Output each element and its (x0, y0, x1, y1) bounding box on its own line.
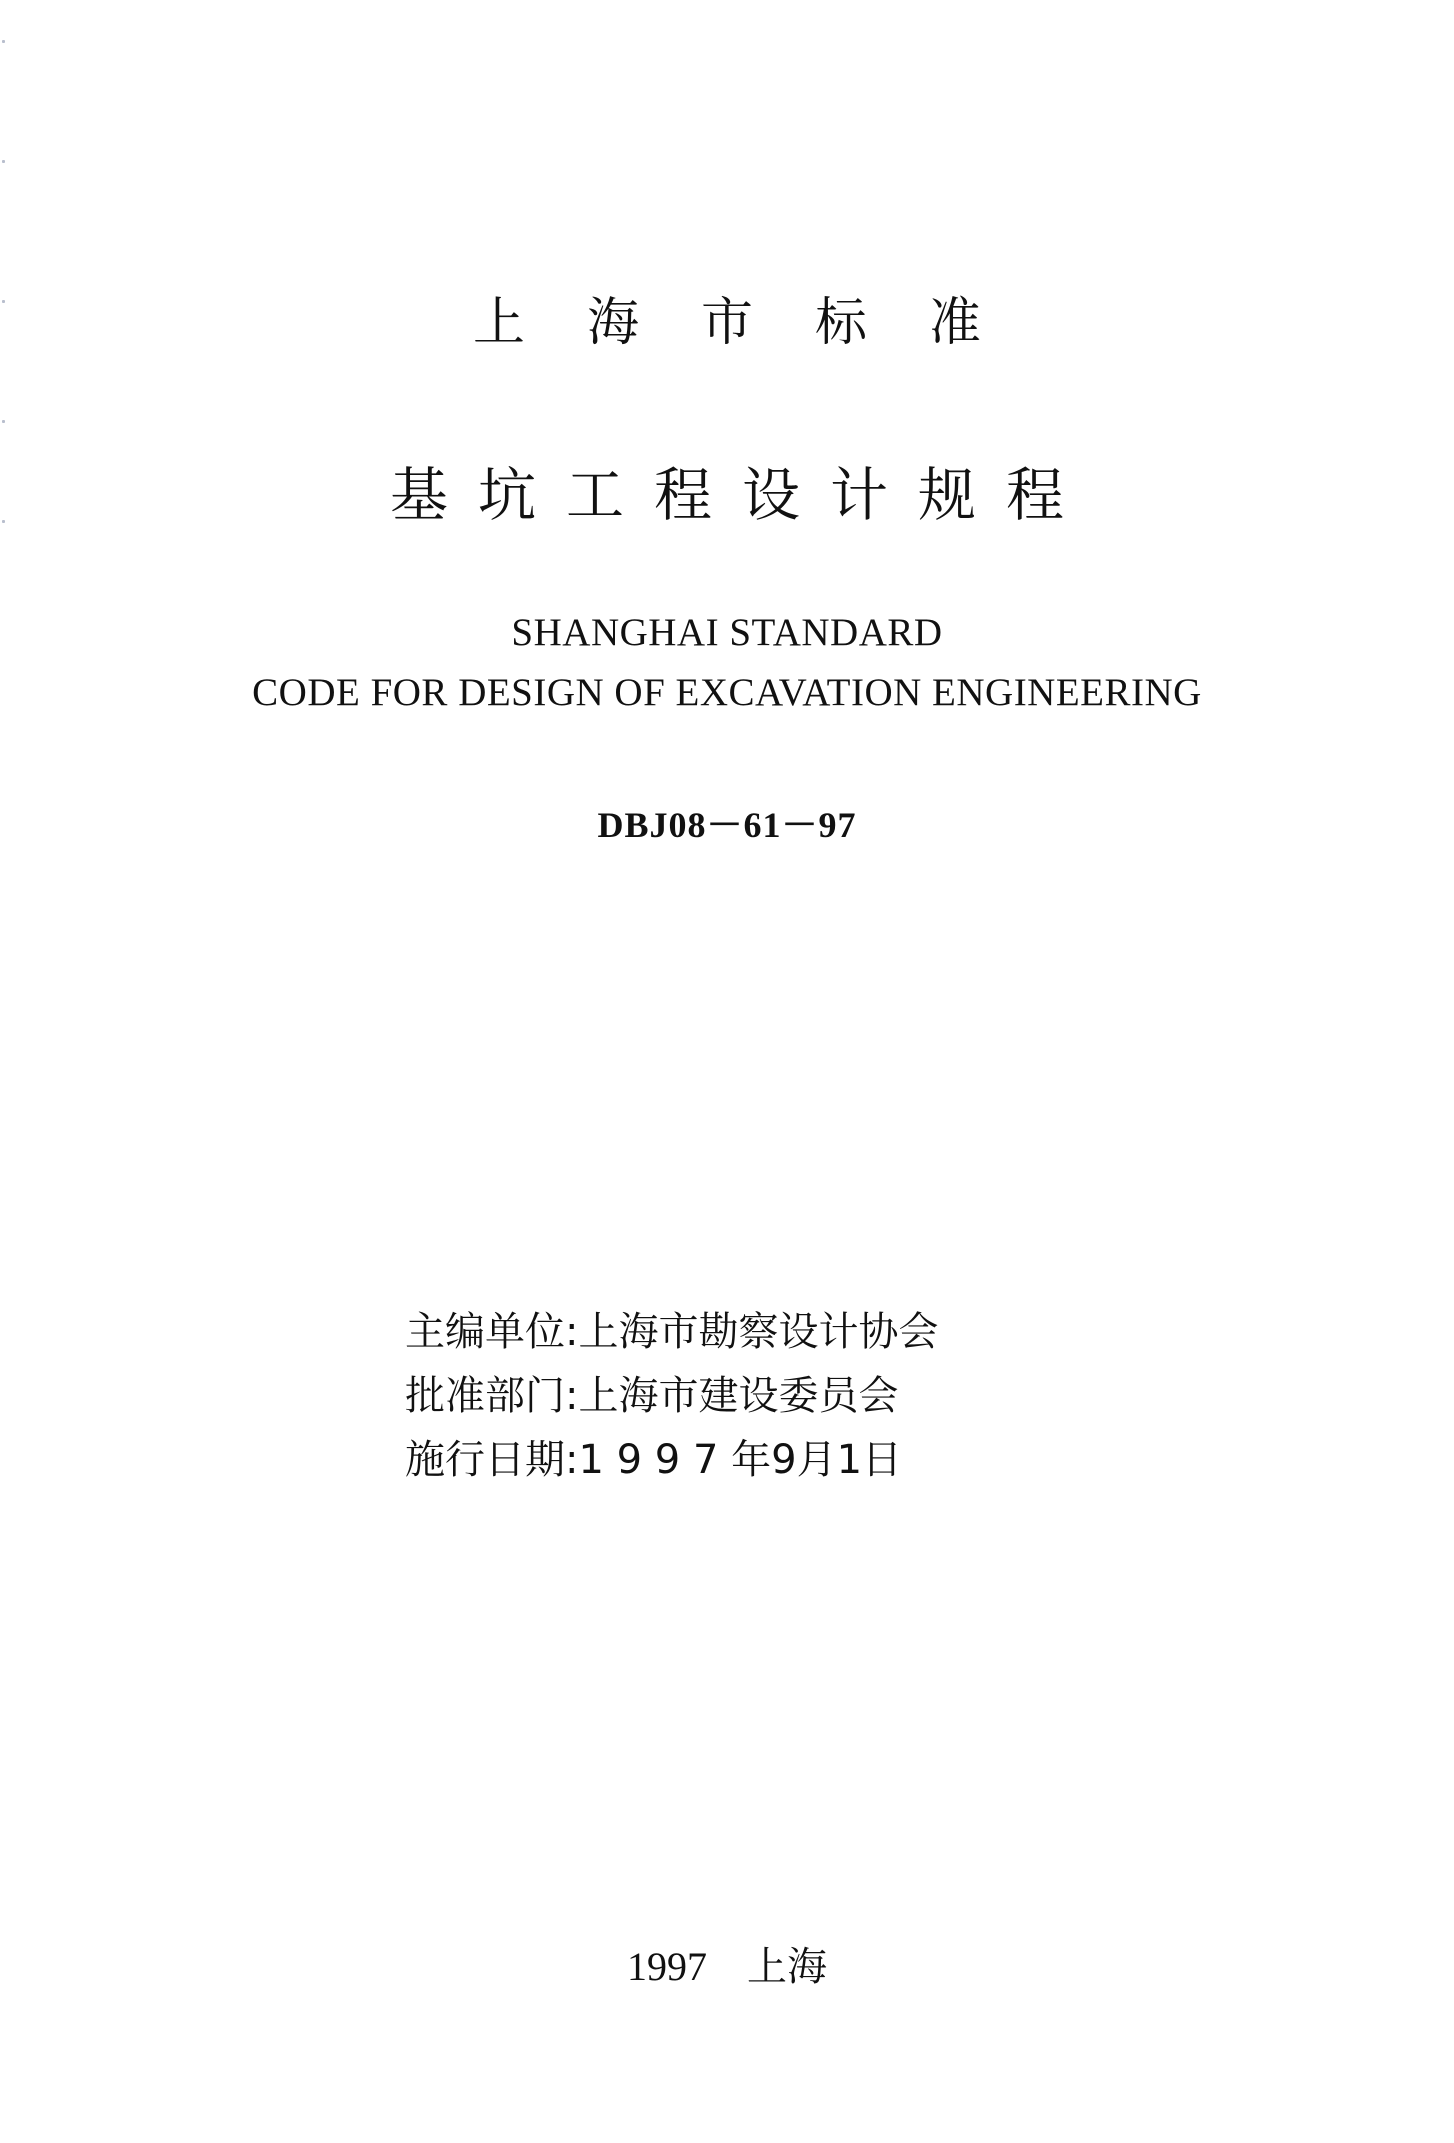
chief-editor-unit: 主编单位:上海市勘察设计协会 (405, 1309, 939, 1355)
publication-year: 1997 (627, 1944, 707, 1989)
effective-date: 施行日期:1 9 9 7 年9月1日 (405, 1437, 903, 1483)
publication-info-block (405, 1300, 938, 1492)
publication-footer (0, 1935, 1454, 1992)
standard-code-number: DBJ08－61－97 (597, 805, 857, 845)
approving-department: 批准部门:上海市建设委员会 (405, 1373, 899, 1419)
document-title-english-line1: SHANGHAI STANDARD (511, 611, 943, 654)
document-title-english-line2: CODE FOR DESIGN OF EXCAVATION ENGINEERING (252, 671, 1202, 714)
publication-place: 上海 (747, 1944, 827, 1990)
standard-series-title: 上海市标准 (472, 293, 1043, 353)
document-title-chinese: 基坑工程设计规程 (389, 461, 1094, 529)
